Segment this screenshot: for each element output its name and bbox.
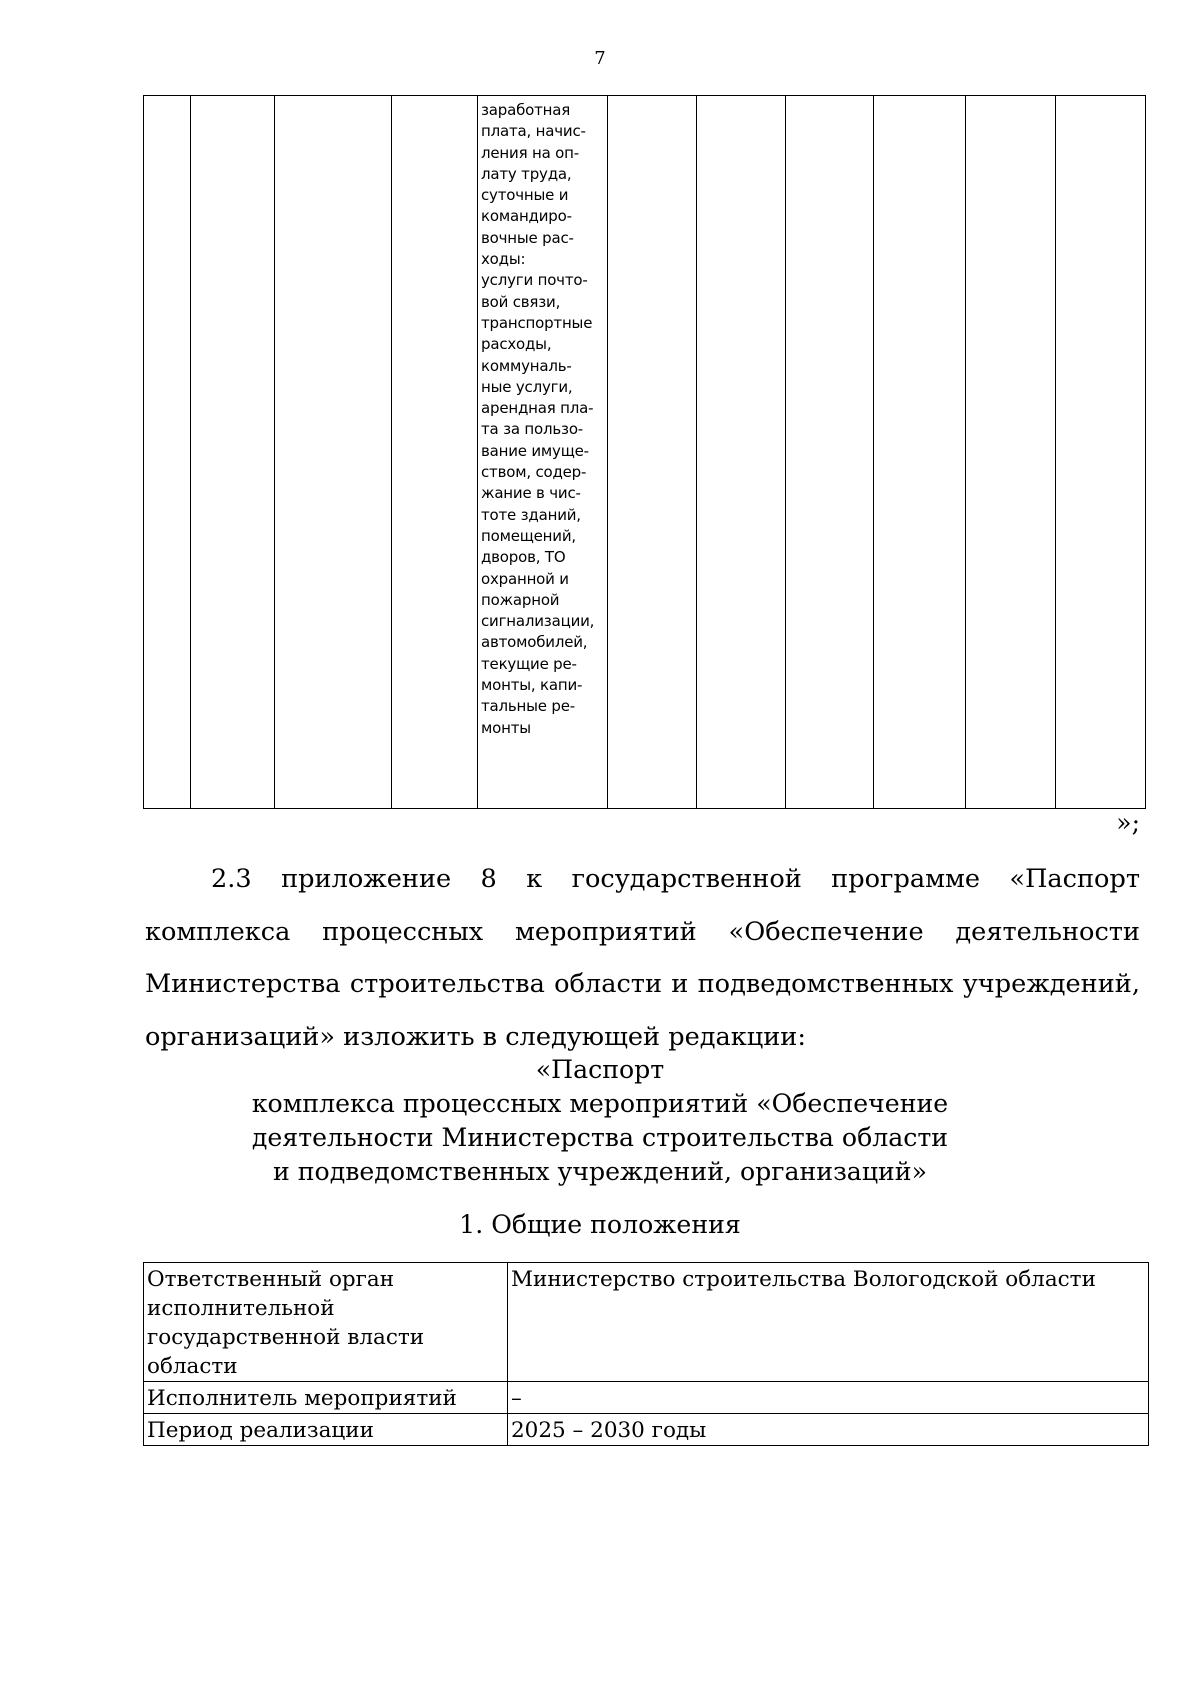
table-cell bbox=[608, 96, 697, 809]
table-cell bbox=[1056, 96, 1146, 809]
table-cell bbox=[697, 96, 786, 809]
passport-title-line: и подведомственных учреждений, организаций» bbox=[272, 1157, 928, 1186]
table-cell bbox=[392, 96, 478, 809]
table-cell bbox=[144, 96, 191, 809]
row-value: Министерство строительства Вологодской области bbox=[508, 1263, 1149, 1382]
table-cell bbox=[786, 96, 874, 809]
row-label: Исполнитель мероприятий bbox=[144, 1382, 508, 1414]
row-value: 2025 – 2030 годы bbox=[508, 1414, 1149, 1446]
table-row bbox=[144, 96, 1146, 809]
passport-title-line: комплекса процессных мероприятий «Обеспечение bbox=[251, 1089, 949, 1118]
passport-title bbox=[0, 1053, 1200, 1189]
row-value: – bbox=[508, 1382, 1149, 1414]
amendment-paragraph bbox=[145, 853, 1140, 1063]
table-cell bbox=[191, 96, 275, 809]
table-cell bbox=[874, 96, 966, 809]
passport-title-line: деятельности Министерства строительства области bbox=[251, 1123, 949, 1152]
page-number: 7 bbox=[594, 48, 606, 69]
expense-items-cell: заработная плата, начис- ления на оп- лату труда, суточные и командиро- вочные рас- ходы: услуги почто- вой связи, транспортные расходы, коммуналь- ные услуги, арендная пла- та за пользо- вание имуще- ством, содер- жание в чис- тоте зданий, помещений, дворов, ТО охранной и пожарной сигнализации, автомобилей, текущие ре- монты, капи- тальные ре- монты bbox=[478, 96, 608, 809]
table-cell bbox=[275, 96, 392, 809]
amendment-text: 2.3 приложение 8 к государственной программе «Паспорт комплекса процессных мероприятий «Обеспечение деятельности Министерства строительства области и подведомственных учреждений, организаций» изложить в следующей редакции: bbox=[145, 864, 1140, 1052]
closing-quote: »; bbox=[1116, 808, 1140, 837]
passport-title-line: «Паспорт bbox=[535, 1055, 665, 1084]
row-label: Ответственный орган исполнительной государственной власти области bbox=[144, 1263, 508, 1382]
table-row bbox=[144, 1263, 1149, 1382]
row-label: Период реализации bbox=[144, 1414, 508, 1446]
section-heading: 1. Общие положения bbox=[459, 1210, 741, 1239]
expenses-table-continuation bbox=[143, 95, 1146, 809]
table-row bbox=[144, 1382, 1149, 1414]
general-provisions-table bbox=[143, 1262, 1149, 1446]
table-row bbox=[144, 1414, 1149, 1446]
table-cell bbox=[966, 96, 1056, 809]
